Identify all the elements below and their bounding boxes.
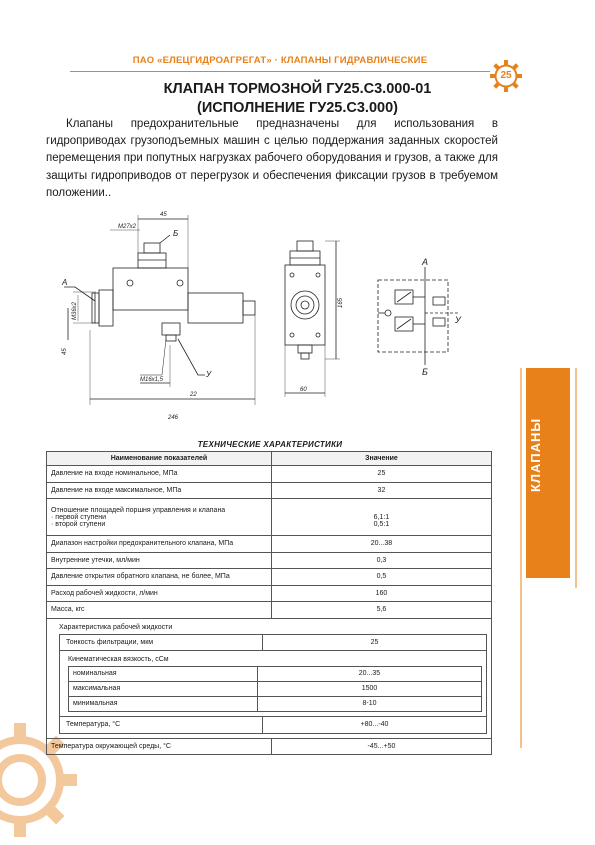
table-row: Давление открытия обратного клапана, не более, МПа 0,5	[47, 569, 492, 586]
table-row: Давление на входе номинальное, МПа 25	[47, 466, 492, 483]
table-row: Внутренние утечки, мл/мин 0,3	[47, 552, 492, 569]
viscosity-table	[68, 666, 482, 712]
port-u-label: У	[206, 370, 212, 379]
title-line-1: КЛАПАН ТОРМОЗНОЙ ГУ25.С3.000-01	[163, 81, 432, 97]
thread-bottom-label: M16x1,5	[140, 377, 164, 383]
table-row: номинальная 20...35	[69, 666, 482, 681]
table-row: минимальная 8-10	[69, 696, 482, 711]
page-number: 25	[500, 70, 512, 81]
thread-left-label: M36x2	[72, 301, 78, 320]
technical-drawing	[40, 205, 480, 433]
table-row: Отношение площадей поршня управления и клапана · первой ступени · второй ступени 6,1:1 0,5:1	[47, 499, 492, 536]
header-rule	[70, 71, 490, 72]
hydraulic-scheme	[378, 267, 460, 365]
fluid-table	[59, 634, 487, 734]
dim-165: 165	[338, 297, 344, 308]
page-header: ПАО «ЕЛЕЦГИДРОАГРЕГАТ» · КЛАПАНЫ ГИДРАВЛИЧЕСКИЕ	[132, 55, 428, 66]
port-b-label: Б	[173, 229, 179, 238]
intro-paragraph: Клапаны предохранительные предназначены для использования в гидроприводах грузоподъемных машин с целью поддержания заданных скоростей перемещения при попутных нагрузках рабочего оборудования и грузов, а также для защиты гидроприводов от перегрузок и обеспечения фиксации грузов в требуемом положении..	[46, 118, 498, 199]
fluid-label: Характеристика рабочей жидкости	[59, 623, 173, 631]
scheme-port-b: Б	[422, 367, 428, 377]
spec-table	[46, 451, 492, 755]
table-row: Расход рабочей жидкости, л/мин 160	[47, 585, 492, 602]
side-view	[285, 241, 340, 397]
table-title: ТЕХНИЧЕСКИЕ ХАРАКТЕРИСТИКИ	[197, 440, 343, 449]
viscosity-label: Кинематическая вязкость, сСм	[68, 655, 169, 663]
title-line-2: (ИСПОЛНЕНИЕ ГУ25.С3.000)	[197, 100, 398, 116]
table-row: Тонкость фильтрации, мкм 25	[60, 634, 487, 650]
page-title	[0, 80, 595, 118]
fluid-section	[47, 618, 492, 738]
table-row: Давление на входе максимальное, МПа 32	[47, 482, 492, 499]
table-row: Температура окружающей среды, °С -45...+50	[47, 738, 492, 755]
dim-45-left: 45	[62, 348, 68, 355]
table-row: Температура, °С +80...-40	[60, 716, 487, 733]
dim-60: 60	[300, 387, 307, 393]
port-a-label: А	[62, 278, 68, 287]
scheme-port-a: А	[422, 257, 429, 267]
table-row: максимальная 1500	[69, 681, 482, 696]
table-header-row	[47, 452, 492, 466]
dim-45-top: 45	[160, 212, 167, 218]
header-value: Значение	[271, 452, 491, 466]
section-tab: КЛАПАНЫ	[528, 417, 543, 493]
dim-22: 22	[190, 392, 197, 398]
table-row: Масса, кгс 5,6	[47, 602, 492, 619]
thread-top-label: M27x2	[118, 224, 137, 230]
table-row: Диапазон настройки предохранительного клапана, МПа 20...38	[47, 536, 492, 553]
scheme-port-u: У	[455, 315, 461, 325]
viscosity-section	[60, 650, 487, 716]
header-name: Наименование показателей	[47, 452, 272, 466]
dim-246: 246	[168, 415, 179, 421]
